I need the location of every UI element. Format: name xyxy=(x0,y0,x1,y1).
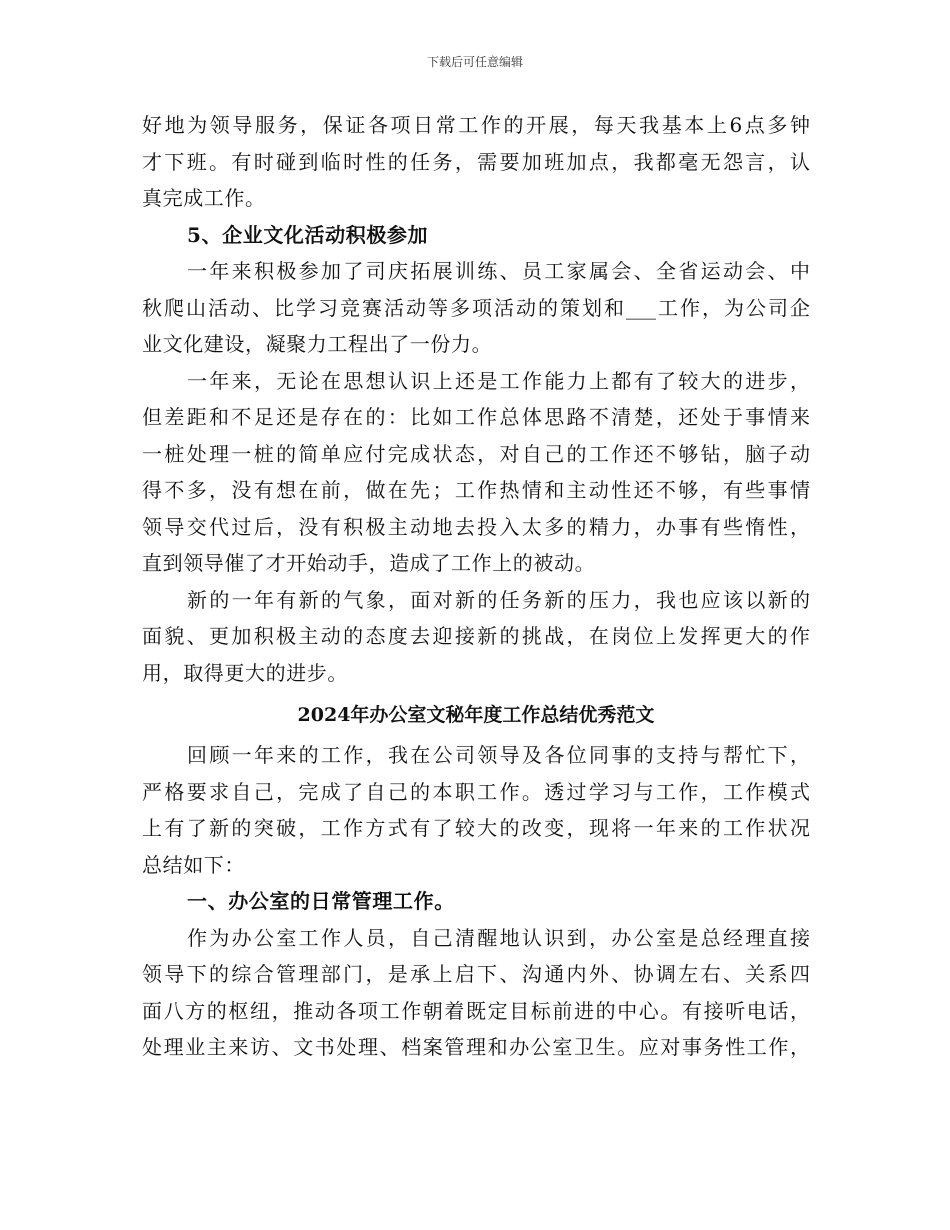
text-line: 才下班。有时碰到临时性的任务，需要加班加点，我都毫无怨言，认 xyxy=(142,149,810,174)
continuation-paragraph xyxy=(142,107,810,217)
text-line: 上有了新的突破，工作方式有了较大的改变，现将一年来的工作状况 xyxy=(142,816,810,840)
text-line: 秋爬山活动、比学习竞赛活动等多项活动的策划和___工作，为公司企 xyxy=(142,295,810,320)
page-header: 下载后可任意编辑 xyxy=(426,55,523,69)
office-paragraph xyxy=(142,920,810,1066)
text-line: 真完成工作。 xyxy=(142,186,266,210)
section-heading-1: 一、办公室的日常管理工作。 xyxy=(187,889,455,913)
shortcomings-paragraph xyxy=(142,363,810,582)
text-line: 用，取得更大的进步。 xyxy=(142,660,348,685)
activities-paragraph xyxy=(142,253,810,363)
new-year-paragraph xyxy=(142,582,810,692)
text-line: 领导下的综合管理部门，是承上启下、沟通内外、协调左右、关系四 xyxy=(142,962,810,986)
text-line: 得不多，没有想在前，做在先；工作热情和主动性还不够，有些事情 xyxy=(142,478,810,502)
text-line: 一年来，无论在思想认识上还是工作能力上都有了较大的进步， xyxy=(187,368,810,393)
document-body xyxy=(142,107,810,1066)
text-line: 面貌、更加积极主动的态度去迎接新的挑战，在岗位上发挥更大的作 xyxy=(142,624,810,648)
text-line: 作为办公室工作人员，自己清醒地认识到，办公室是总经理直接 xyxy=(187,925,810,950)
text-line: 直到领导催了才开始动手，造成了工作上的被动。 xyxy=(142,551,596,575)
text-line: 新的一年有新的气象，面对新的任务新的压力，我也应该以新的 xyxy=(187,587,810,612)
document-title: 2024年办公室文秘年度工作总结优秀范文 xyxy=(297,704,655,726)
text-line: 一年来积极参加了司庆拓展训练、员工家属会、全省运动会、中 xyxy=(187,259,810,283)
text-line: 一桩处理一桩的简单应付完成状态，对自己的工作还不够钻，脑子动 xyxy=(142,441,810,466)
text-line: 严格要求自己，完成了自己的本职工作。透过学习与工作，工作模式 xyxy=(142,779,810,804)
text-line: 面八方的枢纽，推动各项工作朝着既定目标前进的中心。有接听电话， xyxy=(142,998,810,1023)
text-line: 处理业主来访、文书处理、档案管理和办公室卫生。应对事务性工作， xyxy=(142,1035,810,1059)
text-line: 回顾一年来的工作，我在公司领导及各位同事的支持与帮忙下， xyxy=(187,743,810,767)
text-line: 业文化建设，凝聚力工程出了一份力。 xyxy=(142,332,493,356)
intro-paragraph xyxy=(142,737,810,883)
text-line: 总结如下： xyxy=(142,852,245,877)
text-line: 好地为领导服务，保证各项日常工作的开展，每天我基本上6点多钟 xyxy=(142,113,810,137)
text-line: 领导交代过后，没有积极主动地去投入太多的精力，办事有些惰性， xyxy=(142,514,810,539)
text-line: 但差距和不足还是存在的：比如工作总体思路不清楚，还处于事情来 xyxy=(142,405,810,429)
section-heading-5: 5、企业文化活动积极参加 xyxy=(187,222,429,247)
